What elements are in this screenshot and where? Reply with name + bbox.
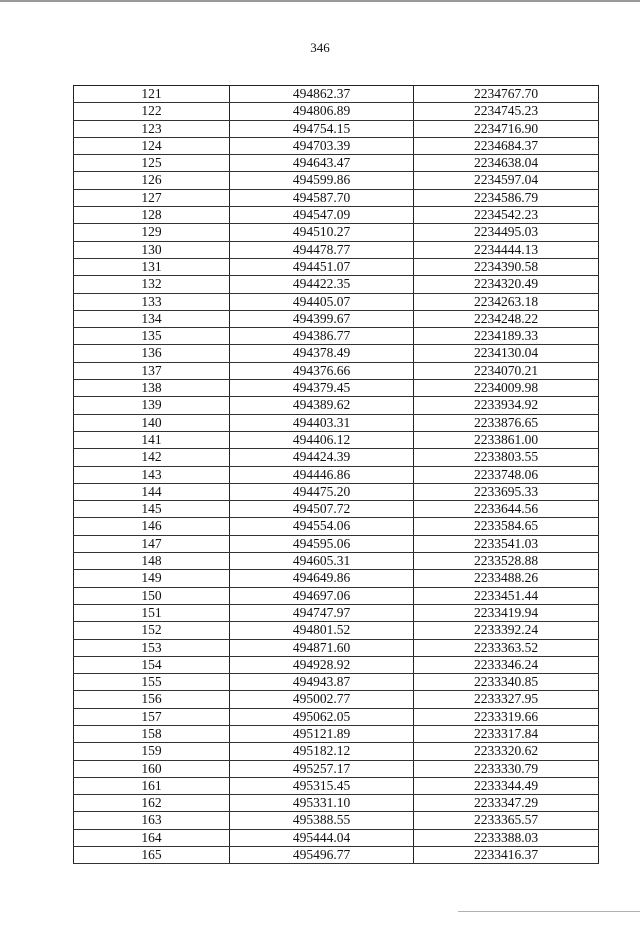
- x-coordinate-cell: 495388.55: [230, 812, 414, 829]
- point-number-cell: 142: [74, 449, 230, 466]
- table-row: [74, 189, 599, 206]
- table-row: [74, 812, 599, 829]
- x-coordinate-cell: 494403.31: [230, 414, 414, 431]
- table-row: [74, 120, 599, 137]
- point-number-cell: 145: [74, 501, 230, 518]
- table-row: [74, 483, 599, 500]
- coordinates-table: [73, 85, 599, 864]
- point-number-cell: 155: [74, 674, 230, 691]
- point-number-cell: 146: [74, 518, 230, 535]
- table-row: [74, 795, 599, 812]
- y-coordinate-cell: 2233861.00: [414, 431, 599, 448]
- point-number-cell: 140: [74, 414, 230, 431]
- point-number-cell: 161: [74, 777, 230, 794]
- point-number-cell: 154: [74, 656, 230, 673]
- point-number-cell: 137: [74, 362, 230, 379]
- scan-edge-bottom: [458, 911, 640, 912]
- table-row: [74, 518, 599, 535]
- y-coordinate-cell: 2234767.70: [414, 86, 599, 103]
- point-number-cell: 158: [74, 725, 230, 742]
- point-number-cell: 159: [74, 743, 230, 760]
- point-number-cell: 121: [74, 86, 230, 103]
- point-number-cell: 157: [74, 708, 230, 725]
- table-row: [74, 691, 599, 708]
- table-row: [74, 431, 599, 448]
- table-row: [74, 760, 599, 777]
- x-coordinate-cell: 494424.39: [230, 449, 414, 466]
- y-coordinate-cell: 2234130.04: [414, 345, 599, 362]
- table-row: [74, 172, 599, 189]
- x-coordinate-cell: 495062.05: [230, 708, 414, 725]
- y-coordinate-cell: 2233317.84: [414, 725, 599, 742]
- table-row: [74, 570, 599, 587]
- x-coordinate-cell: 494649.86: [230, 570, 414, 587]
- y-coordinate-cell: 2234495.03: [414, 224, 599, 241]
- table-row: [74, 380, 599, 397]
- point-number-cell: 147: [74, 535, 230, 552]
- point-number-cell: 148: [74, 553, 230, 570]
- x-coordinate-cell: 494754.15: [230, 120, 414, 137]
- table-row: [74, 276, 599, 293]
- x-coordinate-cell: 494475.20: [230, 483, 414, 500]
- y-coordinate-cell: 2233346.24: [414, 656, 599, 673]
- y-coordinate-cell: 2234684.37: [414, 137, 599, 154]
- x-coordinate-cell: 494507.72: [230, 501, 414, 518]
- table-row: [74, 86, 599, 103]
- table-row: [74, 587, 599, 604]
- table-row: [74, 103, 599, 120]
- table-row: [74, 847, 599, 864]
- table-row: [74, 674, 599, 691]
- table-row: [74, 622, 599, 639]
- point-number-cell: 128: [74, 207, 230, 224]
- table-row: [74, 137, 599, 154]
- y-coordinate-cell: 2233695.33: [414, 483, 599, 500]
- x-coordinate-cell: 494643.47: [230, 155, 414, 172]
- x-coordinate-cell: 494451.07: [230, 258, 414, 275]
- x-coordinate-cell: 494806.89: [230, 103, 414, 120]
- y-coordinate-cell: 2233319.66: [414, 708, 599, 725]
- point-number-cell: 135: [74, 328, 230, 345]
- point-number-cell: 127: [74, 189, 230, 206]
- y-coordinate-cell: 2233344.49: [414, 777, 599, 794]
- y-coordinate-cell: 2233488.26: [414, 570, 599, 587]
- y-coordinate-cell: 2233363.52: [414, 639, 599, 656]
- y-coordinate-cell: 2234070.21: [414, 362, 599, 379]
- point-number-cell: 162: [74, 795, 230, 812]
- table-row: [74, 535, 599, 552]
- x-coordinate-cell: 494405.07: [230, 293, 414, 310]
- table-row: [74, 777, 599, 794]
- y-coordinate-cell: 2234716.90: [414, 120, 599, 137]
- point-number-cell: 152: [74, 622, 230, 639]
- y-coordinate-cell: 2233330.79: [414, 760, 599, 777]
- point-number-cell: 153: [74, 639, 230, 656]
- x-coordinate-cell: 494379.45: [230, 380, 414, 397]
- y-coordinate-cell: 2233451.44: [414, 587, 599, 604]
- table-row: [74, 345, 599, 362]
- table-row: [74, 293, 599, 310]
- x-coordinate-cell: 494595.06: [230, 535, 414, 552]
- y-coordinate-cell: 2234586.79: [414, 189, 599, 206]
- y-coordinate-cell: 2233392.24: [414, 622, 599, 639]
- point-number-cell: 141: [74, 431, 230, 448]
- table-row: [74, 362, 599, 379]
- table-row: [74, 656, 599, 673]
- x-coordinate-cell: 494605.31: [230, 553, 414, 570]
- scan-edge-top: [0, 0, 640, 2]
- x-coordinate-cell: 494801.52: [230, 622, 414, 639]
- y-coordinate-cell: 2234745.23: [414, 103, 599, 120]
- table-row: [74, 258, 599, 275]
- y-coordinate-cell: 2233327.95: [414, 691, 599, 708]
- table-row: [74, 414, 599, 431]
- y-coordinate-cell: 2234009.98: [414, 380, 599, 397]
- table-row: [74, 743, 599, 760]
- x-coordinate-cell: 494386.77: [230, 328, 414, 345]
- x-coordinate-cell: 495257.17: [230, 760, 414, 777]
- x-coordinate-cell: 494703.39: [230, 137, 414, 154]
- table-row: [74, 604, 599, 621]
- table-row: [74, 310, 599, 327]
- y-coordinate-cell: 2233934.92: [414, 397, 599, 414]
- x-coordinate-cell: 494928.92: [230, 656, 414, 673]
- point-number-cell: 126: [74, 172, 230, 189]
- x-coordinate-cell: 494399.67: [230, 310, 414, 327]
- table-row: [74, 466, 599, 483]
- y-coordinate-cell: 2233365.57: [414, 812, 599, 829]
- y-coordinate-cell: 2234542.23: [414, 207, 599, 224]
- point-number-cell: 133: [74, 293, 230, 310]
- y-coordinate-cell: 2234444.13: [414, 241, 599, 258]
- y-coordinate-cell: 2234320.49: [414, 276, 599, 293]
- table-row: [74, 829, 599, 846]
- y-coordinate-cell: 2233644.56: [414, 501, 599, 518]
- point-number-cell: 139: [74, 397, 230, 414]
- point-number-cell: 150: [74, 587, 230, 604]
- y-coordinate-cell: 2233748.06: [414, 466, 599, 483]
- point-number-cell: 124: [74, 137, 230, 154]
- x-coordinate-cell: 494871.60: [230, 639, 414, 656]
- point-number-cell: 143: [74, 466, 230, 483]
- x-coordinate-cell: 495496.77: [230, 847, 414, 864]
- point-number-cell: 151: [74, 604, 230, 621]
- x-coordinate-cell: 494376.66: [230, 362, 414, 379]
- y-coordinate-cell: 2234248.22: [414, 310, 599, 327]
- point-number-cell: 129: [74, 224, 230, 241]
- y-coordinate-cell: 2233320.62: [414, 743, 599, 760]
- point-number-cell: 160: [74, 760, 230, 777]
- x-coordinate-cell: 494478.77: [230, 241, 414, 258]
- y-coordinate-cell: 2234638.04: [414, 155, 599, 172]
- x-coordinate-cell: 494510.27: [230, 224, 414, 241]
- table-row: [74, 397, 599, 414]
- x-coordinate-cell: 495444.04: [230, 829, 414, 846]
- table-row: [74, 449, 599, 466]
- x-coordinate-cell: 494862.37: [230, 86, 414, 103]
- y-coordinate-cell: 2233340.85: [414, 674, 599, 691]
- x-coordinate-cell: 494943.87: [230, 674, 414, 691]
- page-number: 346: [310, 40, 330, 55]
- table-row: [74, 553, 599, 570]
- x-coordinate-cell: 494747.97: [230, 604, 414, 621]
- y-coordinate-cell: 2233584.65: [414, 518, 599, 535]
- y-coordinate-cell: 2233876.65: [414, 414, 599, 431]
- y-coordinate-cell: 2234597.04: [414, 172, 599, 189]
- table-row: [74, 328, 599, 345]
- point-number-cell: 144: [74, 483, 230, 500]
- table-row: [74, 708, 599, 725]
- x-coordinate-cell: 494554.06: [230, 518, 414, 535]
- table-row: [74, 224, 599, 241]
- y-coordinate-cell: 2233528.88: [414, 553, 599, 570]
- table-row: [74, 501, 599, 518]
- x-coordinate-cell: 494406.12: [230, 431, 414, 448]
- point-number-cell: 123: [74, 120, 230, 137]
- y-coordinate-cell: 2233347.29: [414, 795, 599, 812]
- point-number-cell: 132: [74, 276, 230, 293]
- point-number-cell: 122: [74, 103, 230, 120]
- table-row: [74, 207, 599, 224]
- x-coordinate-cell: 495121.89: [230, 725, 414, 742]
- table-row: [74, 639, 599, 656]
- table-row: [74, 241, 599, 258]
- x-coordinate-cell: 494446.86: [230, 466, 414, 483]
- table-row: [74, 155, 599, 172]
- point-number-cell: 136: [74, 345, 230, 362]
- x-coordinate-cell: 494697.06: [230, 587, 414, 604]
- x-coordinate-cell: 495331.10: [230, 795, 414, 812]
- point-number-cell: 130: [74, 241, 230, 258]
- y-coordinate-cell: 2233541.03: [414, 535, 599, 552]
- y-coordinate-cell: 2233416.37: [414, 847, 599, 864]
- x-coordinate-cell: 494378.49: [230, 345, 414, 362]
- x-coordinate-cell: 494547.09: [230, 207, 414, 224]
- y-coordinate-cell: 2234263.18: [414, 293, 599, 310]
- x-coordinate-cell: 494389.62: [230, 397, 414, 414]
- point-number-cell: 163: [74, 812, 230, 829]
- y-coordinate-cell: 2234189.33: [414, 328, 599, 345]
- coordinates-table-body: [74, 86, 599, 864]
- table-row: [74, 725, 599, 742]
- y-coordinate-cell: 2233803.55: [414, 449, 599, 466]
- x-coordinate-cell: 495002.77: [230, 691, 414, 708]
- y-coordinate-cell: 2233388.03: [414, 829, 599, 846]
- y-coordinate-cell: 2233419.94: [414, 604, 599, 621]
- point-number-cell: 149: [74, 570, 230, 587]
- x-coordinate-cell: 494587.70: [230, 189, 414, 206]
- point-number-cell: 164: [74, 829, 230, 846]
- x-coordinate-cell: 495315.45: [230, 777, 414, 794]
- point-number-cell: 138: [74, 380, 230, 397]
- x-coordinate-cell: 494599.86: [230, 172, 414, 189]
- point-number-cell: 125: [74, 155, 230, 172]
- point-number-cell: 156: [74, 691, 230, 708]
- x-coordinate-cell: 495182.12: [230, 743, 414, 760]
- y-coordinate-cell: 2234390.58: [414, 258, 599, 275]
- point-number-cell: 131: [74, 258, 230, 275]
- x-coordinate-cell: 494422.35: [230, 276, 414, 293]
- point-number-cell: 134: [74, 310, 230, 327]
- point-number-cell: 165: [74, 847, 230, 864]
